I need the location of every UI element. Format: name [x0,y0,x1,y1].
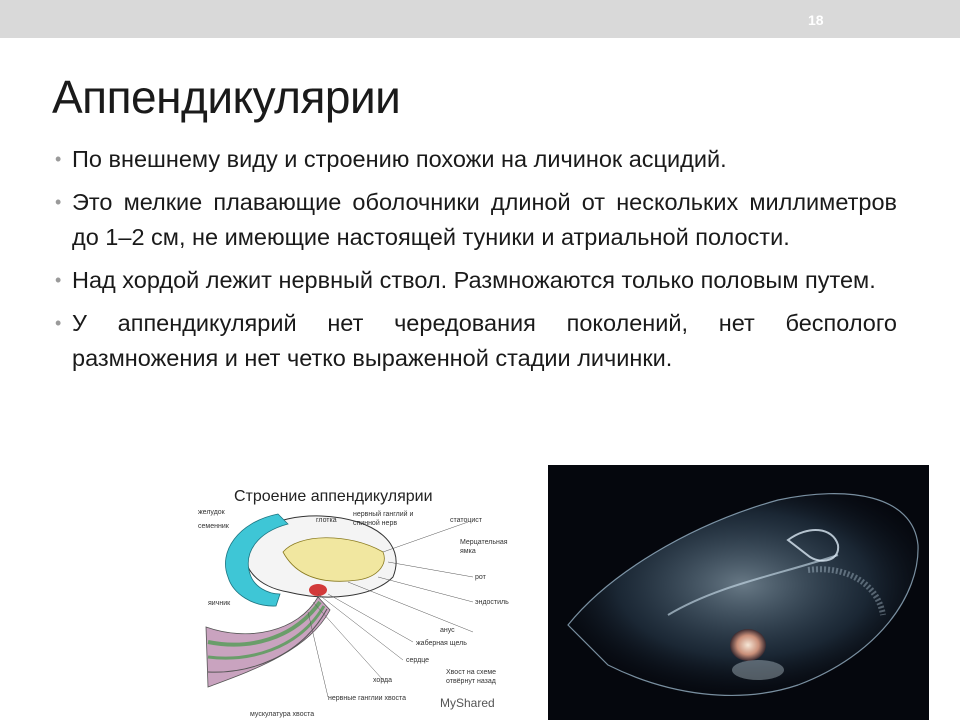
appendicularia-diagram [188,482,538,720]
label-mercat: Мерцательная [460,539,508,546]
watermark: MyShared [440,696,495,710]
label-zhabernaya: жаберная щель [416,640,467,647]
label-zheludok: желудок [198,509,225,516]
label-ganglii-hvosta: нервные ганглии хвоста [328,695,407,702]
bullet-item [55,142,897,177]
bullet-text: По внешнему виду и строению похожи на личинок асцидий. [72,146,727,172]
top-bar [0,0,960,38]
label-hvost2: отвёрнут назад [446,678,496,685]
label-horda: хорда [373,677,393,684]
label-mercat2: ямка [460,548,476,555]
bullet-dot-icon: • [55,149,62,169]
label-hvost: Хвост на схеме [446,669,497,676]
tail-illustration [206,597,330,687]
label-serdce: сердце [406,657,430,664]
label-muskulatura: мускулатура хвоста [250,711,315,718]
diagram-title: Строение аппендикулярии [234,488,433,505]
bullet-text: Это мелкие плавающие оболочники длиной от нескольких миллиметров до 1–2 см, не имеющие настоящей туники и атриальной полости. [72,189,897,250]
bullet-text: У аппендикулярий нет чередования поколений, нет бесполого размножения и нет четко выраженной стадии личинки. [72,310,897,371]
bullet-list [55,142,897,384]
label-yaichnik: яичник [208,600,231,607]
bullet-dot-icon: • [55,313,62,333]
label-ganglij: нервный ганглий и [353,511,414,518]
label-statocist: статоцист [450,517,483,524]
label-rot: рот [475,574,486,581]
slide-title: Аппендикулярии [52,71,401,123]
label-glotka: глотка [316,517,337,524]
bullet-dot-icon: • [55,192,62,212]
bullet-item [55,185,897,255]
label-ganglij2: спинной нерв [353,520,398,527]
bullet-text: Над хордой лежит нервный ствол. Размножаются только половым путем. [72,267,876,293]
bullet-item [55,263,897,298]
bullet-dot-icon: • [55,270,62,290]
bullet-item [55,306,897,376]
appendicularia-photo [548,465,929,720]
slide-number: 18 [808,12,824,28]
label-anus: анус [440,627,455,634]
label-semennik: семенник [198,523,229,530]
label-endostil: эндостиль [475,599,509,606]
